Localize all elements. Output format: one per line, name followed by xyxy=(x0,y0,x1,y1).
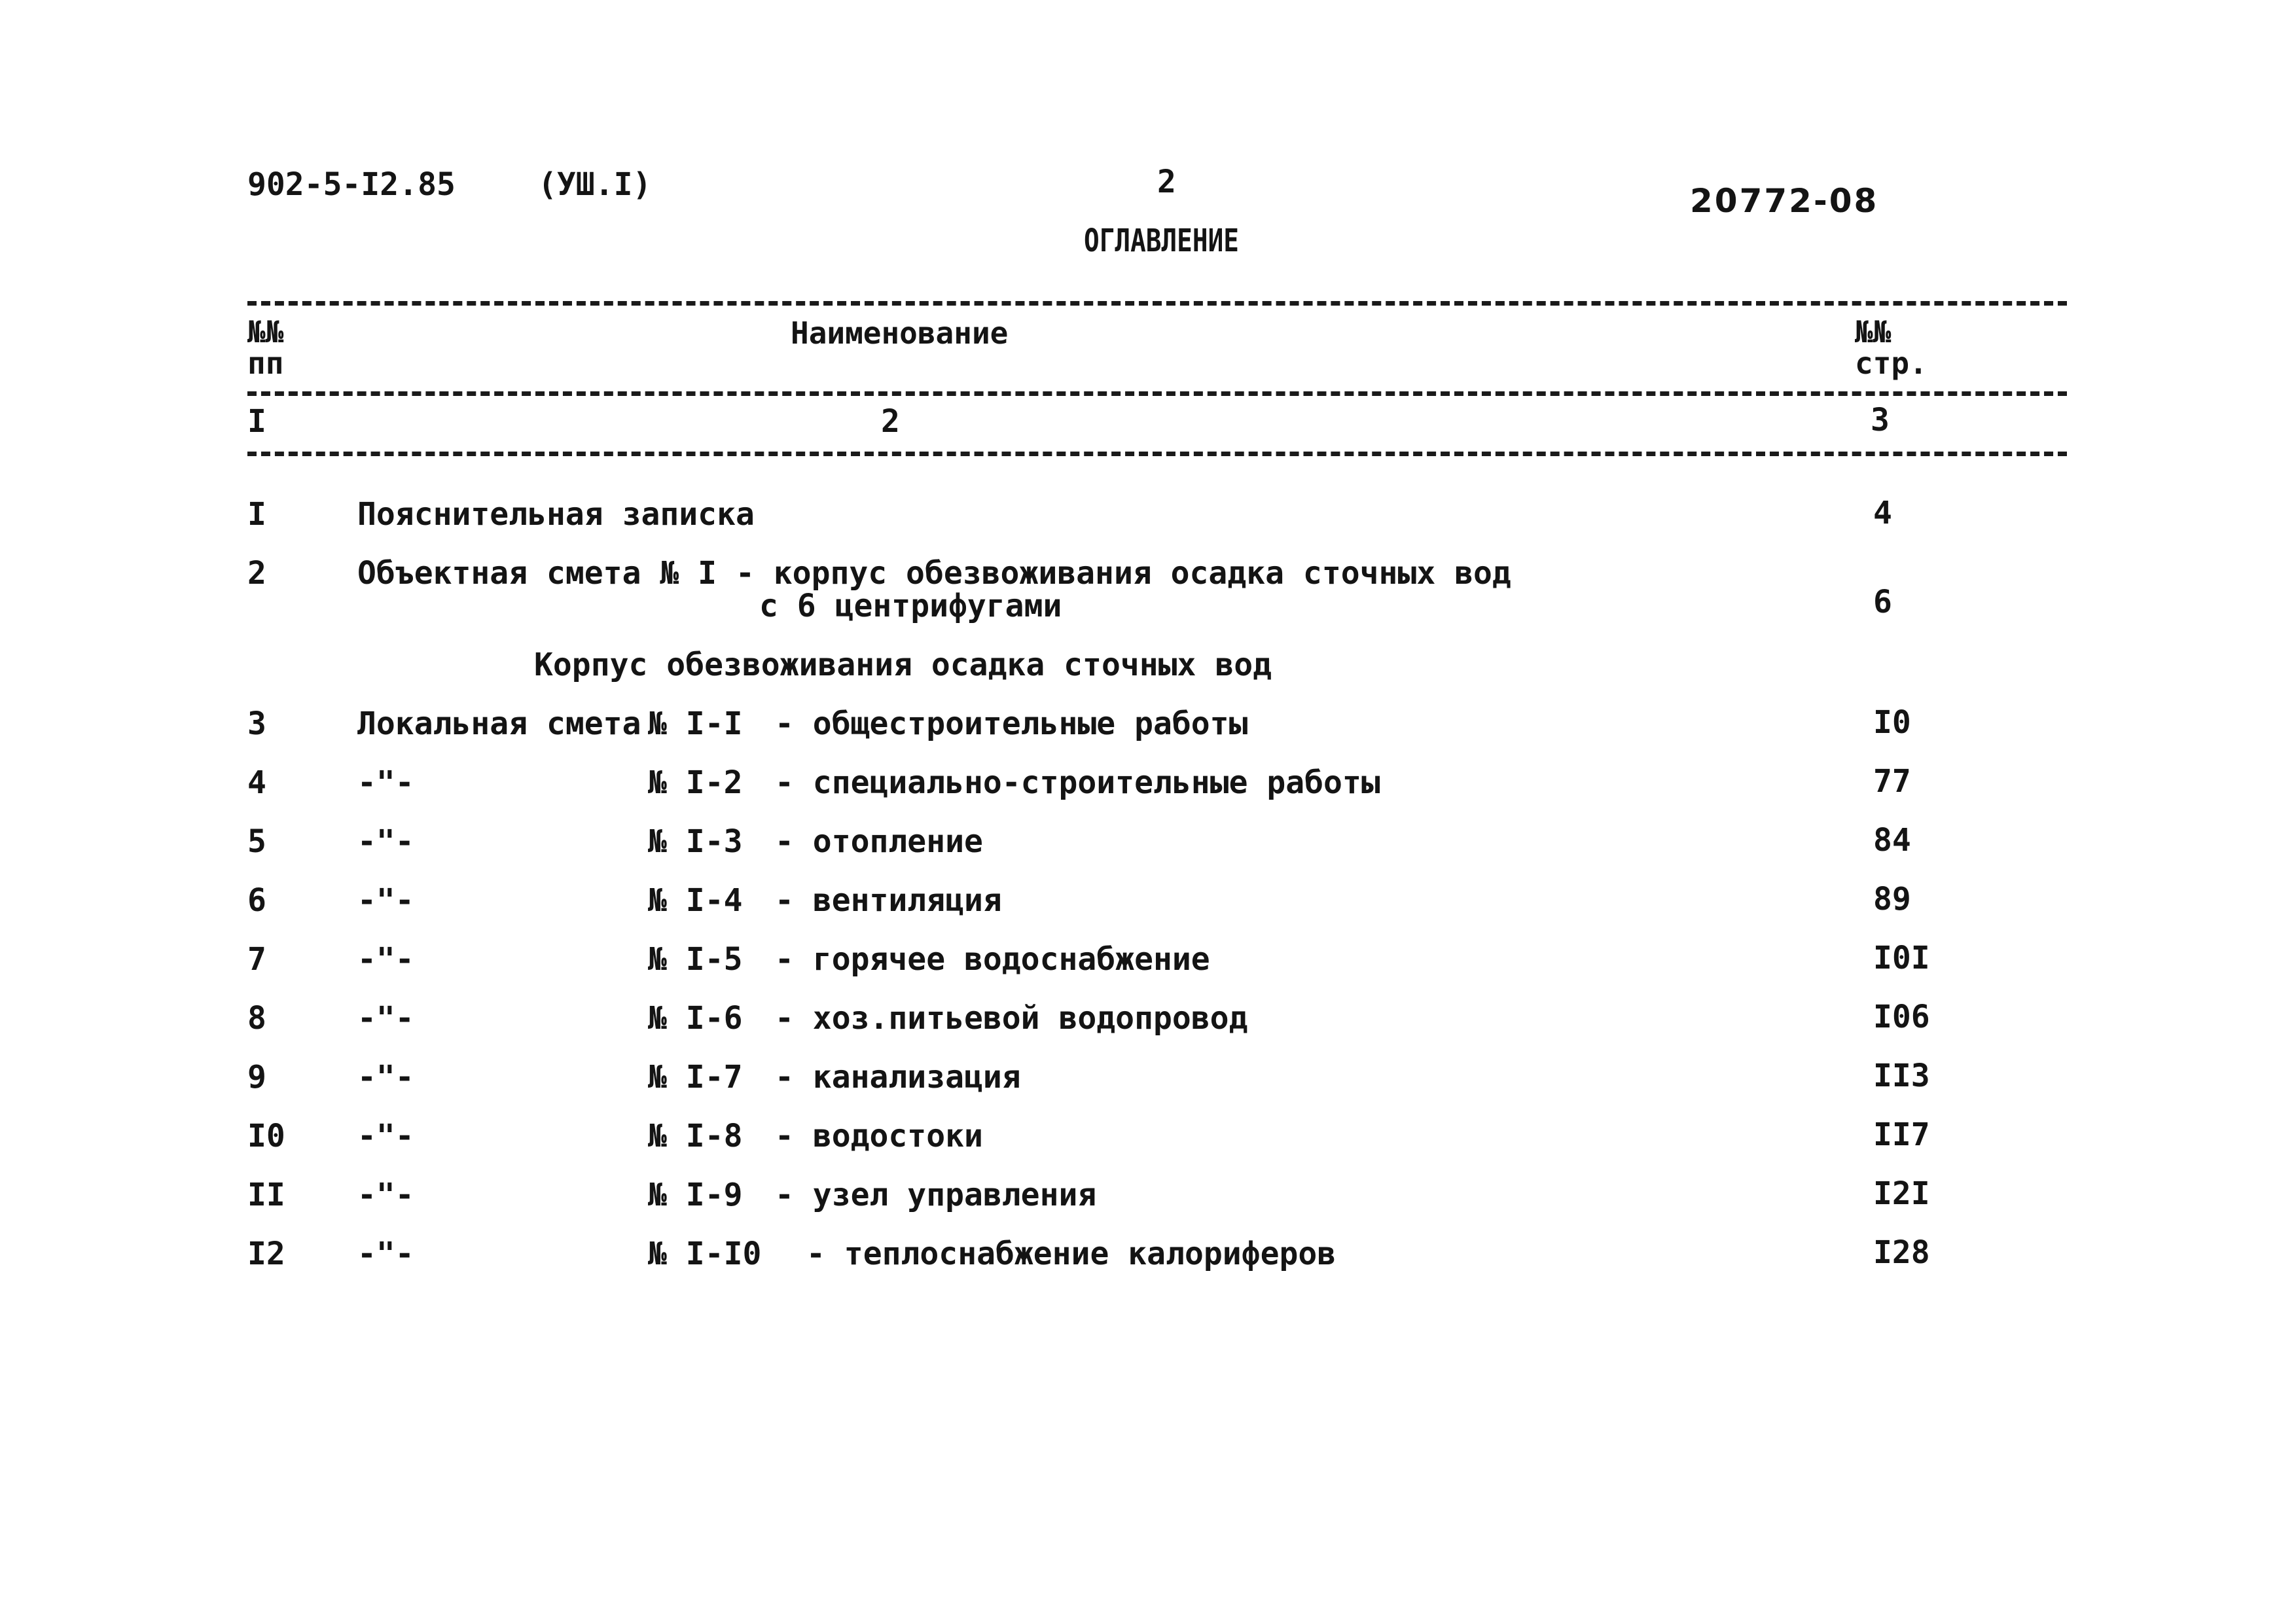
column-index-2: 2 xyxy=(881,403,900,440)
item-type: -"- xyxy=(357,823,414,860)
row-title-line-2: с 6 центрифугами xyxy=(759,588,1062,624)
item-description: - канализация xyxy=(775,1059,1021,1096)
item-number: I0 xyxy=(247,1118,285,1154)
item-type: Локальная смета xyxy=(357,705,641,742)
column-header-name: Наименование xyxy=(791,315,1009,351)
item-description: - водостоки xyxy=(775,1118,983,1154)
item-ref: № I-2 xyxy=(648,764,743,801)
item-number: 7 xyxy=(247,941,266,978)
item-description: - горячее водоснабжение xyxy=(775,941,1210,978)
item-number: I2 xyxy=(247,1236,285,1272)
column-header-num-line-1: №№ xyxy=(247,314,284,349)
item-type: -"- xyxy=(357,764,414,801)
item-type: -"- xyxy=(357,1236,414,1272)
column-header-page-line-2: стр. xyxy=(1855,346,1928,381)
document-code: 902-5-I2.85 xyxy=(247,166,456,203)
item-description: - общестроительные работы xyxy=(775,705,1248,742)
item-description: - хоз.питьевой водопровод xyxy=(775,1000,1248,1037)
item-number: 9 xyxy=(247,1059,266,1096)
item-number: II xyxy=(247,1177,285,1213)
item-type: -"- xyxy=(357,1000,414,1037)
column-header-page-line-1: №№ xyxy=(1855,314,1892,349)
item-page: I0 xyxy=(1873,704,1911,741)
row-title: Пояснительная записка xyxy=(357,496,755,533)
item-page: I0I xyxy=(1873,940,1930,976)
column-index-3: 3 xyxy=(1871,402,1890,438)
item-description: - вентиляция xyxy=(775,882,1002,919)
section-title: Корпус обезвоживания осадка сточных вод xyxy=(534,647,1272,683)
item-page: II7 xyxy=(1873,1116,1930,1153)
item-number: 5 xyxy=(247,823,266,860)
item-ref: № I-3 xyxy=(648,823,743,860)
item-ref: № I-7 xyxy=(648,1059,743,1096)
column-header-num-line-2: пп xyxy=(247,346,284,381)
archive-stamp: 20772-08 xyxy=(1690,182,1879,220)
item-page: I2I xyxy=(1873,1175,1930,1212)
item-ref: № I-6 xyxy=(648,1000,743,1037)
item-page: I28 xyxy=(1873,1234,1930,1271)
item-type: -"- xyxy=(357,1059,414,1096)
table-index-rule xyxy=(247,452,2067,456)
item-description: - специально-строительные работы xyxy=(775,764,1380,801)
row-number: I xyxy=(247,496,266,533)
page-title: ОГЛАВЛЕНИЕ xyxy=(1084,223,1239,259)
item-type: -"- xyxy=(357,1177,414,1213)
item-number: 3 xyxy=(247,705,266,742)
item-number: 4 xyxy=(247,764,266,801)
item-description: - теплоснабжение калориферов xyxy=(806,1236,1336,1272)
page-number: 2 xyxy=(1157,164,1176,200)
column-index-1: I xyxy=(247,403,266,440)
row-number: 2 xyxy=(247,555,266,592)
item-ref: № I-9 xyxy=(648,1177,743,1213)
table-header-rule xyxy=(247,391,2067,396)
item-description: - узел управления xyxy=(775,1177,1097,1213)
item-number: 8 xyxy=(247,1000,266,1037)
item-page: II3 xyxy=(1873,1058,1930,1094)
row-page: 4 xyxy=(1873,495,1892,531)
item-page: 77 xyxy=(1873,763,1911,800)
row-title-line-1: Объектная смета № I - корпус обезвоживания осадка сточных вод xyxy=(357,555,1511,592)
item-number: 6 xyxy=(247,882,266,919)
item-type: -"- xyxy=(357,882,414,919)
item-type: -"- xyxy=(357,941,414,978)
item-type: -"- xyxy=(357,1118,414,1154)
item-ref: № I-4 xyxy=(648,882,743,919)
item-page: I06 xyxy=(1873,999,1930,1035)
album-number: (УШ.I) xyxy=(538,166,652,203)
item-ref: № I-I xyxy=(648,705,743,742)
table-top-rule xyxy=(247,301,2067,306)
item-ref: № I-I0 xyxy=(648,1236,762,1272)
item-description: - отопление xyxy=(775,823,983,860)
item-page: 89 xyxy=(1873,881,1911,918)
item-ref: № I-5 xyxy=(648,941,743,978)
row-page: 6 xyxy=(1873,584,1892,620)
item-page: 84 xyxy=(1873,822,1911,859)
item-ref: № I-8 xyxy=(648,1118,743,1154)
